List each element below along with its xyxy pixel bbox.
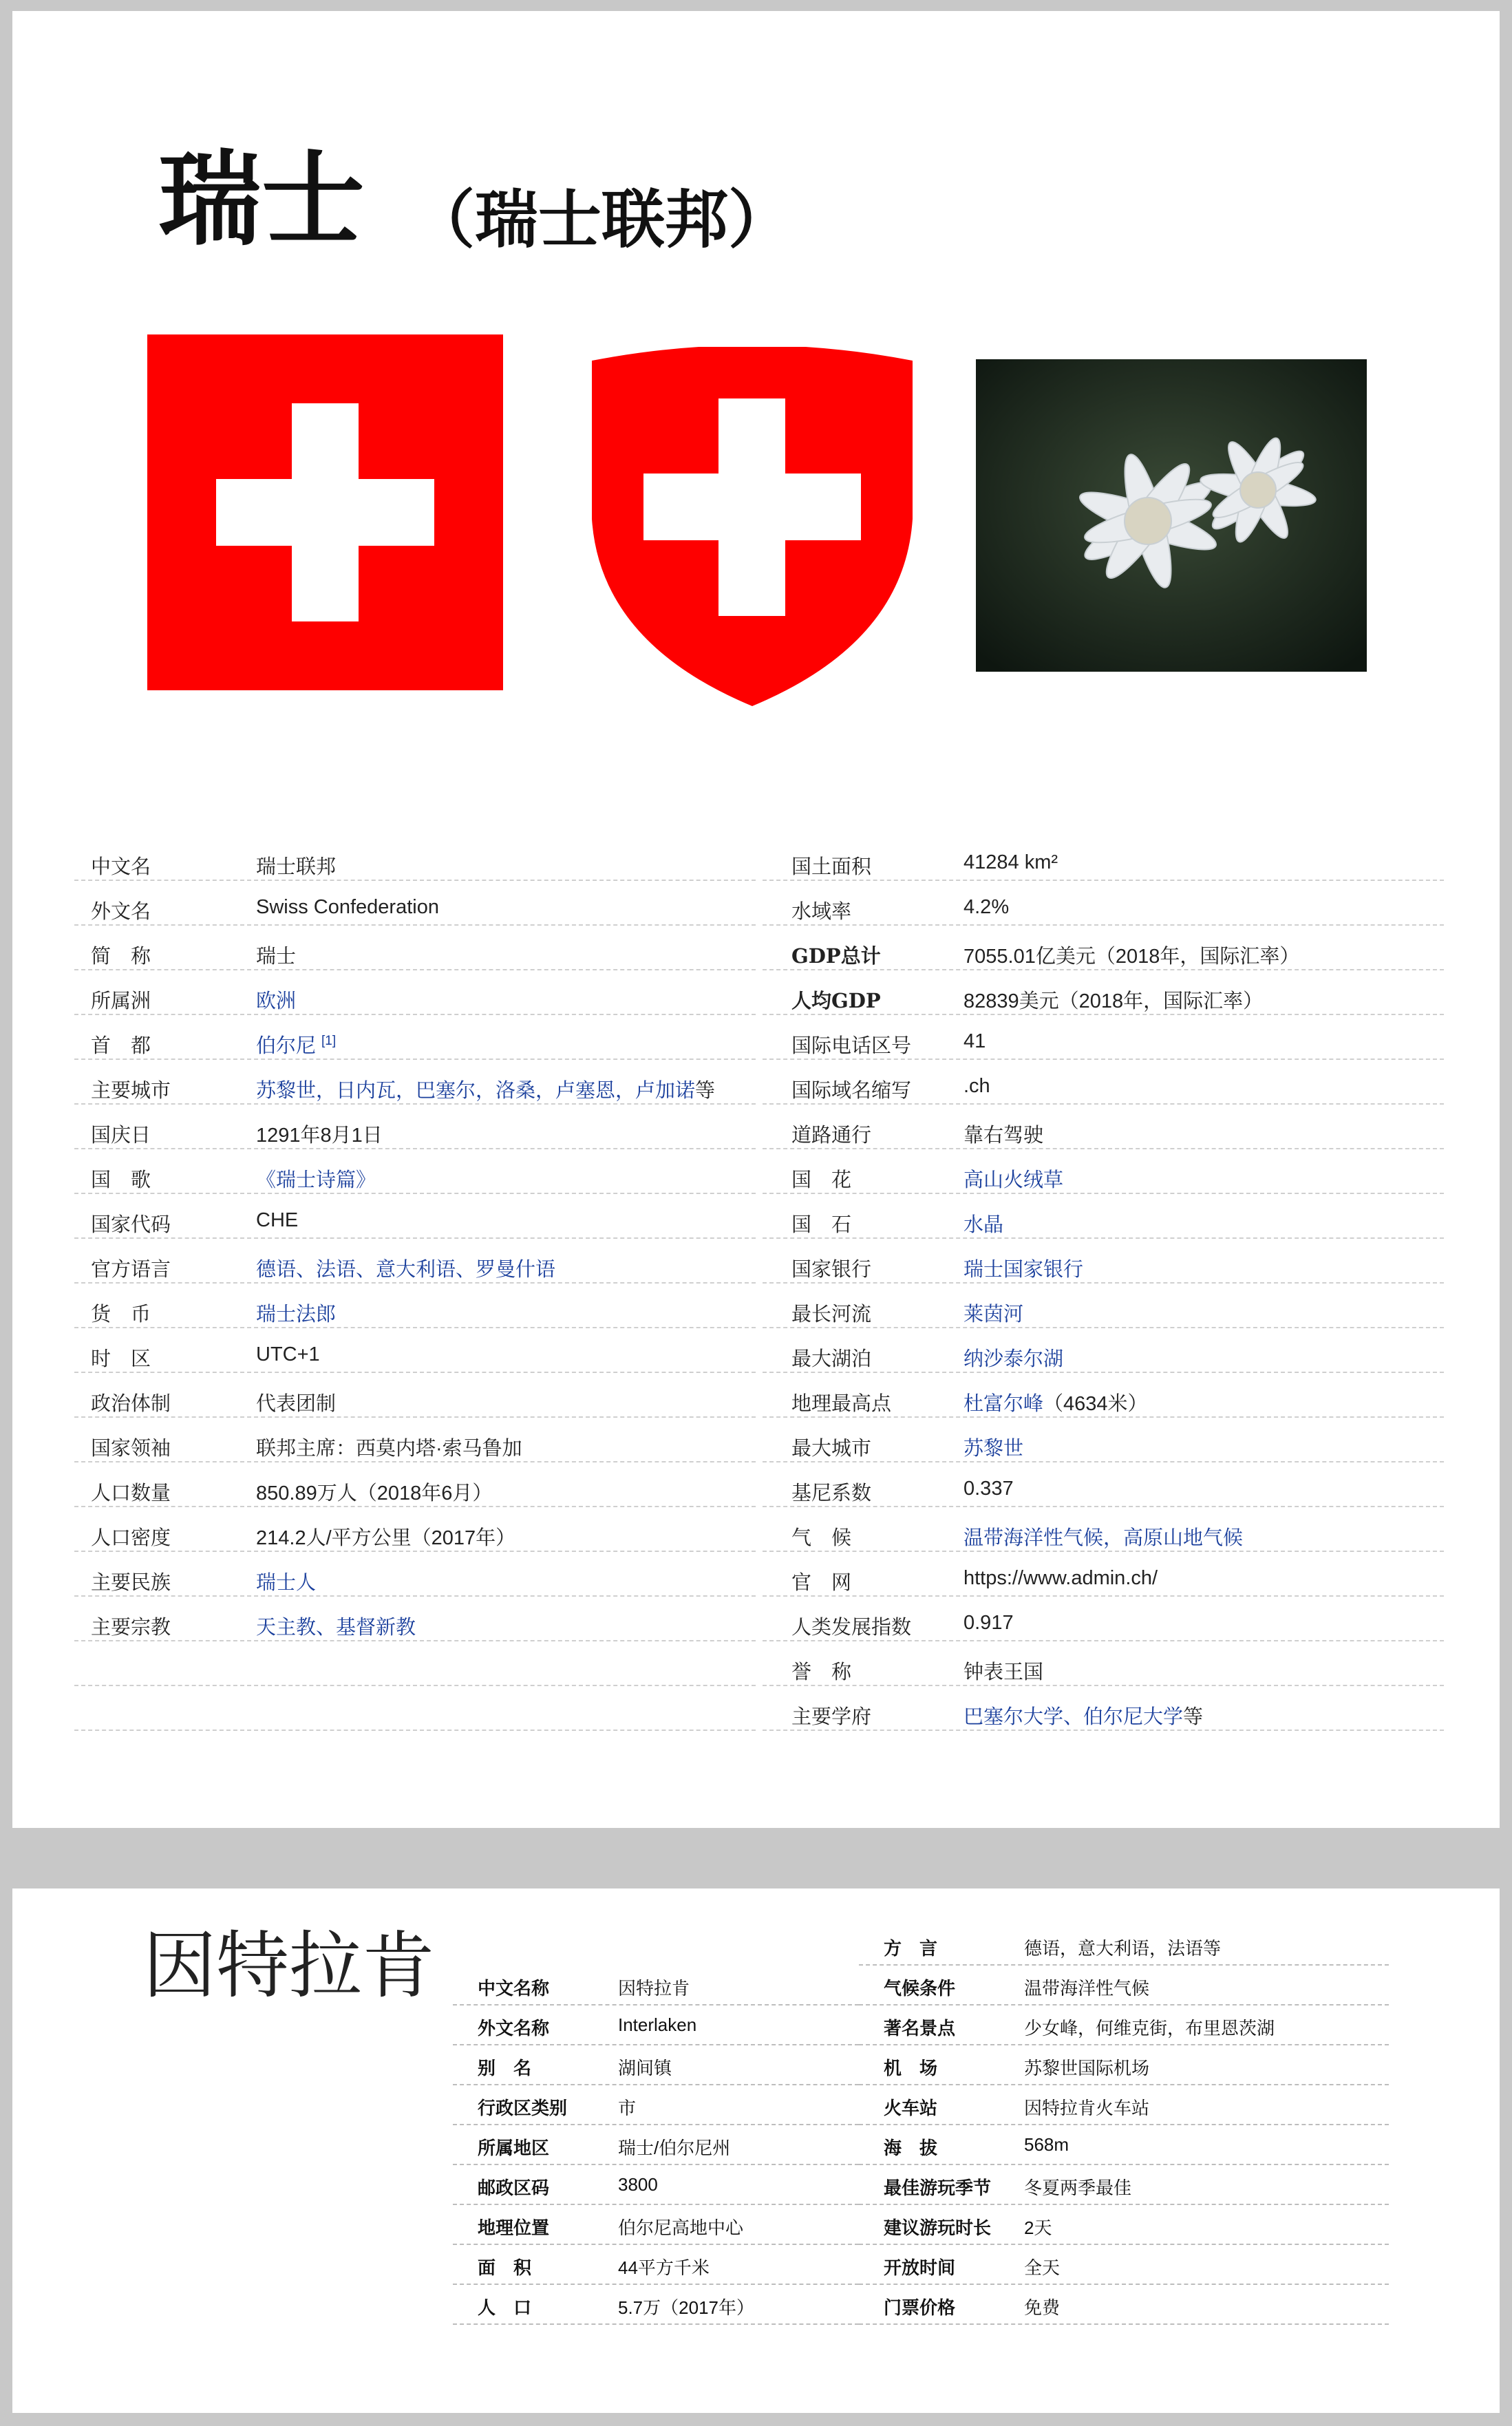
info-label: 机 场 bbox=[884, 2058, 938, 2079]
info-label: 方 言 bbox=[884, 1939, 938, 1959]
info-label: 最佳游玩季节 bbox=[884, 2178, 992, 2199]
info-value-text: 靠右驾驶 bbox=[963, 1125, 1044, 1147]
info-value-text: 钟表王国 bbox=[963, 1661, 1044, 1683]
country-info-row bbox=[763, 1560, 1444, 1597]
info-label: 最长河流 bbox=[791, 1302, 872, 1326]
info-value bbox=[256, 941, 296, 969]
info-label: 国 花 bbox=[791, 1168, 852, 1191]
info-label: 主要学府 bbox=[791, 1705, 872, 1728]
country-info-row bbox=[763, 1515, 1444, 1552]
town-info-row bbox=[453, 2085, 859, 2125]
info-value: 苏黎世国际机场 bbox=[1024, 2058, 1150, 2078]
info-label: 中文名称 bbox=[478, 1979, 550, 1999]
country-info-row bbox=[763, 1067, 1444, 1105]
info-value: 免费 bbox=[1024, 2297, 1061, 2318]
info-link[interactable]: 温带海洋性气候，高原山地气候 bbox=[963, 1527, 1244, 1549]
info-label: 人口数量 bbox=[91, 1481, 171, 1504]
info-value bbox=[963, 986, 1263, 1014]
info-label: 国家代码 bbox=[91, 1213, 171, 1236]
info-link[interactable]: 瑞士国家银行 bbox=[963, 1259, 1084, 1281]
edelweiss-image bbox=[976, 359, 1367, 672]
info-label: 国土面积 bbox=[791, 855, 872, 878]
country-info-row bbox=[74, 844, 756, 881]
info-link[interactable]: 高山火绒草 bbox=[963, 1169, 1064, 1191]
info-value: 少女峰，何维克街，布里恩茨湖 bbox=[1024, 2018, 1275, 2039]
info-label: 所属洲 bbox=[91, 989, 151, 1012]
info-value-text: 4.2% bbox=[963, 896, 1010, 918]
country-info-row bbox=[763, 1112, 1444, 1149]
info-value-text: 41 bbox=[963, 1030, 986, 1052]
info-value: 温带海洋性气候 bbox=[1024, 1978, 1150, 1999]
info-value-text: 0.917 bbox=[963, 1612, 1014, 1634]
country-info-row bbox=[74, 1470, 756, 1507]
town-info-row bbox=[859, 2045, 1389, 2085]
info-label: 道路通行 bbox=[791, 1123, 872, 1147]
swiss-flag-image bbox=[147, 334, 503, 690]
info-value-text: 瑞士联邦 bbox=[256, 856, 337, 878]
info-value bbox=[963, 941, 1299, 969]
info-value bbox=[963, 1164, 1063, 1193]
info-label: 货 币 bbox=[91, 1302, 151, 1326]
info-label: 国庆日 bbox=[91, 1123, 151, 1147]
country-info-row bbox=[763, 978, 1444, 1015]
info-value bbox=[963, 1120, 1043, 1148]
town-info-row bbox=[453, 2165, 859, 2205]
info-value bbox=[256, 1478, 492, 1506]
info-label: 水域率 bbox=[791, 900, 852, 923]
town-info-row bbox=[453, 2005, 859, 2045]
country-info-row bbox=[74, 1023, 756, 1060]
info-label: 行政区类别 bbox=[478, 2098, 568, 2119]
country-info-row bbox=[74, 978, 756, 1015]
info-value bbox=[256, 1120, 383, 1148]
info-value bbox=[963, 1701, 1203, 1730]
country-info-row bbox=[74, 1157, 756, 1194]
info-link[interactable]: 杜富尔峰 bbox=[963, 1393, 1044, 1415]
info-suffix: （4634米） bbox=[1043, 1393, 1148, 1415]
country-info-row bbox=[74, 1560, 756, 1597]
info-suffix: 等 bbox=[695, 1080, 716, 1102]
info-label: 誉 称 bbox=[791, 1660, 852, 1683]
info-label: 外文名 bbox=[91, 900, 151, 923]
country-info-row bbox=[763, 1381, 1444, 1418]
country-info-row bbox=[74, 1425, 756, 1462]
info-link[interactable]: 苏黎世 bbox=[963, 1438, 1024, 1460]
info-link[interactable]: 伯尔尼 bbox=[256, 1035, 317, 1057]
info-label: 地理位置 bbox=[478, 2218, 550, 2239]
country-info-row bbox=[763, 1202, 1444, 1239]
country-info-row bbox=[74, 933, 756, 970]
info-value bbox=[256, 1522, 515, 1551]
info-value bbox=[963, 1657, 1043, 1685]
info-value bbox=[256, 1433, 522, 1461]
info-value-text: 1291年8月1日 bbox=[256, 1125, 383, 1147]
country-info-row bbox=[74, 1515, 756, 1552]
country-info-row bbox=[74, 1336, 756, 1373]
info-value bbox=[963, 1612, 1014, 1635]
info-value: 3800 bbox=[618, 2174, 658, 2195]
info-value bbox=[256, 1612, 416, 1640]
info-value: 全天 bbox=[1024, 2257, 1061, 2278]
town-info-row bbox=[859, 2085, 1389, 2125]
page-title: 瑞士 bbox=[158, 140, 365, 260]
info-label: 国际电话区号 bbox=[791, 1034, 912, 1057]
info-label: 基尼系数 bbox=[791, 1481, 872, 1504]
info-value-text: UTC+1 bbox=[256, 1343, 320, 1365]
info-label: 国际域名缩写 bbox=[791, 1078, 912, 1102]
country-info-row bbox=[74, 1604, 756, 1641]
info-value bbox=[963, 896, 1009, 919]
info-value-text: 41284 km² bbox=[963, 851, 1058, 873]
info-link[interactable]: 巴塞尔大学、伯尔尼大学 bbox=[963, 1706, 1184, 1728]
country-info-row bbox=[763, 1425, 1444, 1462]
info-label: 邮政区码 bbox=[478, 2178, 550, 2199]
info-label: 官方语言 bbox=[91, 1257, 171, 1281]
info-label: 主要城市 bbox=[91, 1078, 171, 1102]
town-info-row bbox=[859, 2205, 1389, 2245]
town-info-row bbox=[859, 1966, 1389, 2005]
country-info-row bbox=[763, 1694, 1444, 1731]
town-info-row bbox=[859, 1926, 1389, 1966]
info-value: 44平方千米 bbox=[618, 2257, 710, 2278]
country-info-row bbox=[74, 1067, 756, 1105]
info-link[interactable]: 《瑞士诗篇》 bbox=[256, 1169, 376, 1191]
info-label: 所属地区 bbox=[478, 2138, 550, 2159]
country-info-row bbox=[763, 1291, 1444, 1328]
info-label: 海 拔 bbox=[884, 2138, 938, 2159]
info-label: 开放时间 bbox=[884, 2258, 956, 2279]
town-panel bbox=[12, 1888, 1500, 2413]
info-value bbox=[963, 1522, 1243, 1551]
info-value bbox=[256, 1209, 298, 1232]
info-value bbox=[963, 1567, 1158, 1590]
info-label: 外文名称 bbox=[478, 2019, 550, 2039]
info-value bbox=[963, 1254, 1083, 1282]
info-value-text: 850.89万人（2018年6月） bbox=[256, 1482, 493, 1504]
info-link[interactable]: 莱茵河 bbox=[963, 1304, 1024, 1326]
info-value bbox=[963, 1299, 1023, 1327]
town-info-row bbox=[453, 2285, 859, 2325]
info-value bbox=[963, 1209, 1003, 1237]
info-value bbox=[963, 1030, 986, 1053]
info-value: 因特拉肯 bbox=[618, 1978, 690, 1999]
info-label: 最大城市 bbox=[791, 1436, 872, 1460]
info-link[interactable]: 德语、法语、意大利语、罗曼什语 bbox=[256, 1259, 556, 1281]
info-value-text: 代表团制 bbox=[256, 1393, 337, 1415]
info-value: 因特拉肯火车站 bbox=[1024, 2098, 1150, 2118]
town-info-row bbox=[453, 2045, 859, 2085]
country-info-row bbox=[763, 1246, 1444, 1284]
country-info-row bbox=[74, 889, 756, 926]
info-label: 人 口 bbox=[478, 2298, 532, 2319]
info-value-text: Swiss Confederation bbox=[256, 896, 439, 918]
info-value-text: https://www.admin.ch/ bbox=[963, 1567, 1158, 1589]
info-label: 建议游玩时长 bbox=[884, 2218, 992, 2239]
country-info-row bbox=[763, 844, 1444, 881]
info-label: 中文名 bbox=[91, 855, 151, 878]
info-label: 主要民族 bbox=[91, 1571, 171, 1594]
country-info-row bbox=[763, 1336, 1444, 1373]
info-label: 别 名 bbox=[478, 2058, 532, 2079]
country-info-row bbox=[74, 1202, 756, 1239]
info-value: 2天 bbox=[1024, 2217, 1052, 2238]
info-value bbox=[256, 1299, 336, 1327]
info-value: 德语，意大利语，法语等 bbox=[1024, 1939, 1222, 1959]
info-value bbox=[256, 1075, 715, 1103]
country-info-row bbox=[763, 933, 1444, 970]
town-info-row bbox=[453, 2245, 859, 2285]
info-label: 简 称 bbox=[91, 944, 151, 968]
town-info-row bbox=[859, 2125, 1389, 2165]
info-suffix: 等 bbox=[1183, 1706, 1204, 1728]
info-link[interactable]: 水晶 bbox=[963, 1214, 1004, 1236]
info-value-text: 7055.01亿美元（2018年，国际汇率） bbox=[963, 946, 1300, 968]
info-label: 人类发展指数 bbox=[791, 1615, 912, 1639]
info-link[interactable]: 天主教、基督新教 bbox=[256, 1617, 416, 1639]
town-info-row bbox=[453, 2205, 859, 2245]
citation-link[interactable]: [1] bbox=[321, 1034, 337, 1049]
info-value bbox=[963, 1075, 990, 1098]
country-panel bbox=[12, 11, 1500, 1828]
swiss-coat-of-arms-image bbox=[589, 347, 915, 706]
info-label: 面 积 bbox=[478, 2258, 532, 2279]
country-info-row bbox=[74, 1381, 756, 1418]
info-label: 国家领袖 bbox=[91, 1436, 171, 1460]
page-subtitle: （瑞士联邦） bbox=[412, 183, 792, 257]
info-value-text: .ch bbox=[963, 1075, 990, 1097]
info-value bbox=[256, 896, 439, 919]
info-value bbox=[963, 1343, 1063, 1372]
info-label: 气 候 bbox=[791, 1526, 852, 1549]
info-value-text: 瑞士 bbox=[256, 946, 297, 968]
info-label: 官 网 bbox=[791, 1571, 852, 1594]
info-label: 政治体制 bbox=[91, 1392, 171, 1415]
town-info-row bbox=[859, 2005, 1389, 2045]
info-label: 人口密度 bbox=[91, 1526, 171, 1549]
info-value: 5.7万（2017年） bbox=[618, 2297, 754, 2318]
info-label: 门票价格 bbox=[884, 2298, 956, 2319]
country-info-row bbox=[74, 1291, 756, 1328]
town-info-row bbox=[859, 2245, 1389, 2285]
info-label: 火车站 bbox=[884, 2098, 938, 2119]
country-info-row-empty bbox=[74, 1694, 756, 1731]
info-value: Interlaken bbox=[618, 2014, 697, 2035]
country-info-row bbox=[763, 1604, 1444, 1641]
info-value bbox=[256, 1030, 336, 1058]
town-info-row bbox=[859, 2285, 1389, 2325]
info-value-text: CHE bbox=[256, 1209, 299, 1231]
info-label: 国家银行 bbox=[791, 1257, 872, 1281]
info-label: 地理最高点 bbox=[791, 1392, 892, 1415]
info-value-text: 联邦主席：西莫内塔·索马鲁加 bbox=[256, 1438, 522, 1460]
country-info-row bbox=[763, 889, 1444, 926]
info-label: GDP总计 bbox=[791, 944, 881, 968]
info-value bbox=[963, 1388, 1148, 1416]
town-info-row bbox=[453, 1966, 859, 2005]
info-value-text: 214.2人/平方公里（2017年） bbox=[256, 1527, 516, 1549]
info-link[interactable]: 瑞士人 bbox=[256, 1572, 317, 1594]
info-value: 市 bbox=[618, 2098, 637, 2118]
info-value bbox=[963, 1478, 1014, 1500]
info-value bbox=[256, 1567, 316, 1595]
info-link[interactable]: 纳沙泰尔湖 bbox=[963, 1348, 1064, 1370]
country-info-row bbox=[74, 1112, 756, 1149]
info-value bbox=[256, 1254, 555, 1282]
info-label: 最大湖泊 bbox=[791, 1347, 872, 1370]
info-value: 冬夏两季最佳 bbox=[1024, 2178, 1132, 2198]
town-info-row bbox=[453, 2125, 859, 2165]
country-info-row bbox=[763, 1157, 1444, 1194]
info-value-text: 0.337 bbox=[963, 1478, 1014, 1500]
info-value bbox=[256, 851, 336, 880]
info-label: 国 石 bbox=[791, 1213, 852, 1236]
info-value bbox=[963, 1433, 1023, 1461]
info-label: 人均GDP bbox=[791, 989, 881, 1012]
town-info-row bbox=[859, 2165, 1389, 2205]
info-label: 国 歌 bbox=[91, 1168, 151, 1191]
info-value bbox=[256, 1343, 320, 1366]
info-link[interactable]: 欧洲 bbox=[256, 990, 297, 1012]
info-value bbox=[256, 1388, 336, 1416]
info-value: 瑞士/伯尔尼州 bbox=[618, 2138, 731, 2158]
town-title: 因特拉肯 bbox=[143, 1924, 435, 2008]
country-info-row bbox=[763, 1470, 1444, 1507]
info-value: 568m bbox=[1024, 2134, 1069, 2155]
info-value bbox=[963, 851, 1058, 874]
country-info-row bbox=[74, 1246, 756, 1284]
info-value-text: 82839美元（2018年，国际汇率） bbox=[963, 990, 1264, 1012]
info-value bbox=[256, 1164, 376, 1193]
info-label: 主要宗教 bbox=[91, 1615, 171, 1639]
country-info-row bbox=[763, 1023, 1444, 1060]
info-label: 首 都 bbox=[91, 1034, 151, 1057]
info-value: 伯尔尼高地中心 bbox=[618, 2217, 744, 2238]
info-label: 气候条件 bbox=[884, 1979, 956, 1999]
info-label: 时 区 bbox=[91, 1347, 151, 1370]
country-info-row bbox=[763, 1649, 1444, 1686]
info-value: 湖间镇 bbox=[618, 2058, 672, 2078]
info-link[interactable]: 瑞士法郎 bbox=[256, 1304, 337, 1326]
info-value bbox=[256, 986, 296, 1014]
info-label: 著名景点 bbox=[884, 2019, 956, 2039]
country-info-row-empty bbox=[74, 1649, 756, 1686]
info-link[interactable]: 苏黎世，日内瓦，巴塞尔，洛桑，卢塞恩，卢加诺 bbox=[256, 1080, 696, 1102]
